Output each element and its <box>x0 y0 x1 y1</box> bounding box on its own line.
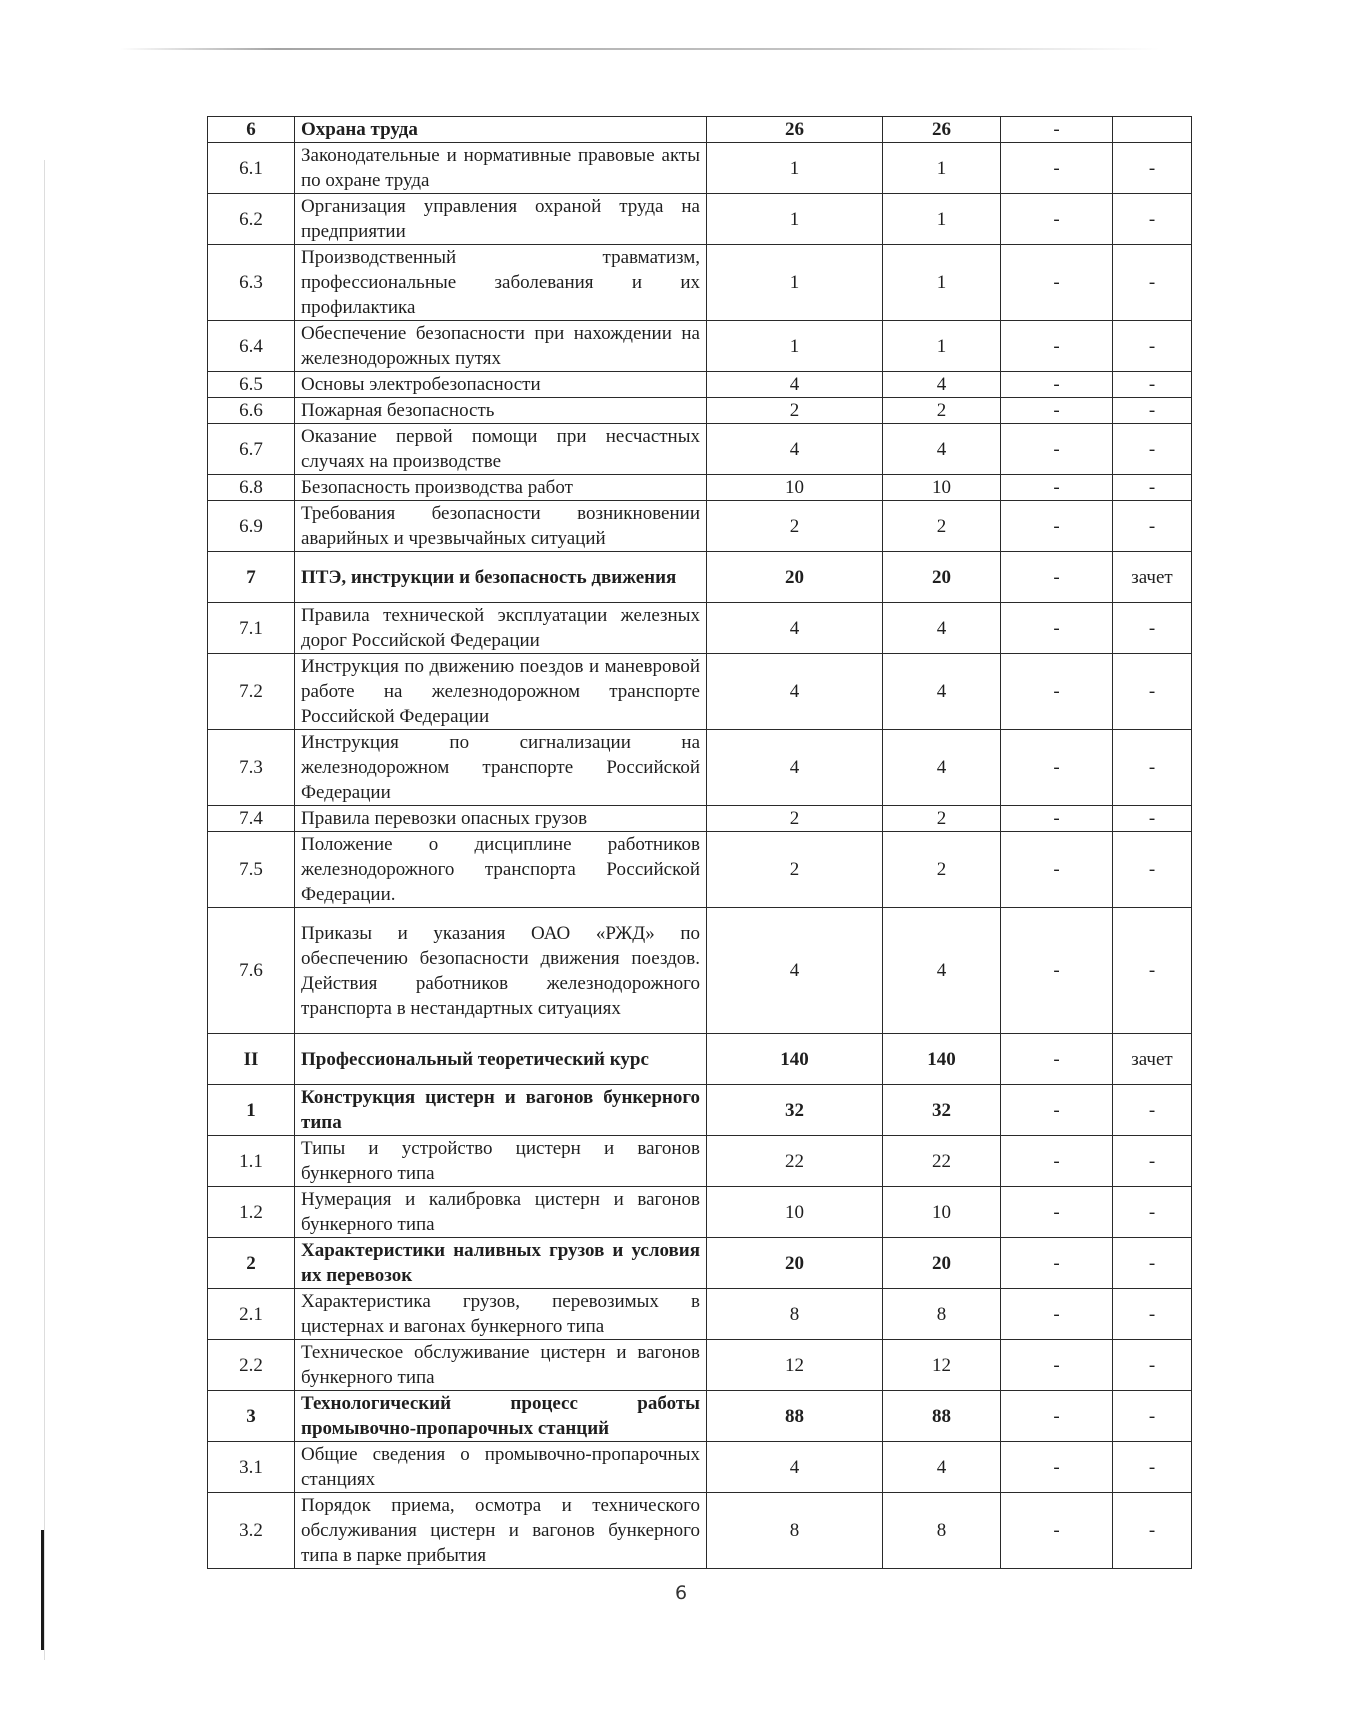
row-hours-theory: 1 <box>883 245 1001 321</box>
row-assessment: - <box>1113 321 1192 372</box>
row-number: 7.4 <box>208 806 295 832</box>
row-title: Правила перевозки опасных грузов <box>295 806 707 832</box>
row-hours-practice: - <box>1001 1187 1113 1238</box>
row-hours-practice: - <box>1001 603 1113 654</box>
row-hours-practice: - <box>1001 475 1113 501</box>
row-number: 6.2 <box>208 194 295 245</box>
row-hours-practice: - <box>1001 372 1113 398</box>
row-title: Положение о дисциплине работников железнодорожного транспорта Российской Федерации. <box>295 832 707 908</box>
row-assessment: - <box>1113 730 1192 806</box>
row-hours-theory: 20 <box>883 1238 1001 1289</box>
row-hours-theory: 26 <box>883 117 1001 143</box>
row-hours-total: 4 <box>707 603 883 654</box>
row-assessment: - <box>1113 424 1192 475</box>
row-number: 6 <box>208 117 295 143</box>
row-assessment: - <box>1113 1187 1192 1238</box>
row-hours-practice: - <box>1001 1493 1113 1569</box>
row-hours-theory: 88 <box>883 1391 1001 1442</box>
row-hours-total: 1 <box>707 245 883 321</box>
row-hours-practice: - <box>1001 398 1113 424</box>
row-hours-practice: - <box>1001 1442 1113 1493</box>
row-title: Организация управления охраной труда на предприятии <box>295 194 707 245</box>
row-number: 6.7 <box>208 424 295 475</box>
row-hours-practice: - <box>1001 1136 1113 1187</box>
row-number: 6.5 <box>208 372 295 398</box>
table-row <box>208 1493 1192 1569</box>
row-hours-practice: - <box>1001 908 1113 1034</box>
row-title: Охрана труда <box>295 117 707 143</box>
row-hours-practice: - <box>1001 552 1113 603</box>
row-number: 6.3 <box>208 245 295 321</box>
row-hours-theory: 10 <box>883 1187 1001 1238</box>
row-number: 3.1 <box>208 1442 295 1493</box>
table-row <box>208 908 1192 1034</box>
row-hours-theory: 2 <box>883 832 1001 908</box>
row-assessment: - <box>1113 908 1192 1034</box>
row-number: 1.1 <box>208 1136 295 1187</box>
row-hours-total: 12 <box>707 1340 883 1391</box>
row-title: Приказы и указания ОАО «РЖД» по обеспечению безопасности движения поездов. Действия работников железнодорожного транспорта в нестандартных ситуациях <box>295 908 707 1034</box>
row-title: Характеристики наливных грузов и условия их перевозок <box>295 1238 707 1289</box>
page-number: 6 <box>674 1582 688 1604</box>
row-hours-practice: - <box>1001 654 1113 730</box>
row-hours-theory: 4 <box>883 654 1001 730</box>
row-number: 6.8 <box>208 475 295 501</box>
row-number: 6.6 <box>208 398 295 424</box>
row-number: 6.9 <box>208 501 295 552</box>
row-assessment: - <box>1113 1442 1192 1493</box>
row-hours-total: 1 <box>707 321 883 372</box>
row-hours-total: 2 <box>707 398 883 424</box>
row-title: Характеристика грузов, перевозимых в цистернах и вагонах бункерного типа <box>295 1289 707 1340</box>
row-number: 1 <box>208 1085 295 1136</box>
row-assessment: - <box>1113 1391 1192 1442</box>
table-row <box>208 1238 1192 1289</box>
row-hours-total: 32 <box>707 1085 883 1136</box>
table-row <box>208 501 1192 552</box>
row-hours-theory: 140 <box>883 1034 1001 1085</box>
row-hours-total: 2 <box>707 806 883 832</box>
row-hours-practice: - <box>1001 245 1113 321</box>
row-title: ПТЭ, инструкции и безопасность движения <box>295 552 707 603</box>
row-hours-total: 4 <box>707 372 883 398</box>
row-title: Техническое обслуживание цистерн и вагонов бункерного типа <box>295 1340 707 1391</box>
row-hours-total: 26 <box>707 117 883 143</box>
table-row <box>208 1136 1192 1187</box>
row-hours-total: 8 <box>707 1289 883 1340</box>
table-row <box>208 245 1192 321</box>
table-row <box>208 603 1192 654</box>
row-assessment: - <box>1113 194 1192 245</box>
row-assessment: зачет <box>1113 1034 1192 1085</box>
row-assessment: зачет <box>1113 552 1192 603</box>
row-hours-practice: - <box>1001 1340 1113 1391</box>
table-row <box>208 1034 1192 1085</box>
row-hours-theory: 20 <box>883 552 1001 603</box>
row-hours-theory: 10 <box>883 475 1001 501</box>
row-assessment: - <box>1113 1085 1192 1136</box>
row-hours-theory: 4 <box>883 908 1001 1034</box>
row-assessment: - <box>1113 398 1192 424</box>
table-row <box>208 475 1192 501</box>
row-title: Законодательные и нормативные правовые акты по охране труда <box>295 143 707 194</box>
table-row <box>208 398 1192 424</box>
table-row <box>208 552 1192 603</box>
row-number: 3.2 <box>208 1493 295 1569</box>
row-hours-theory: 32 <box>883 1085 1001 1136</box>
row-hours-total: 2 <box>707 501 883 552</box>
table-row <box>208 806 1192 832</box>
row-assessment: - <box>1113 475 1192 501</box>
row-hours-total: 8 <box>707 1493 883 1569</box>
row-hours-total: 22 <box>707 1136 883 1187</box>
row-hours-practice: - <box>1001 832 1113 908</box>
row-assessment: - <box>1113 603 1192 654</box>
row-number: 7.2 <box>208 654 295 730</box>
row-number: 3 <box>208 1391 295 1442</box>
row-hours-theory: 4 <box>883 424 1001 475</box>
row-assessment: - <box>1113 501 1192 552</box>
row-hours-practice: - <box>1001 806 1113 832</box>
row-hours-practice: - <box>1001 1238 1113 1289</box>
row-title: Требования безопасности возникновении аварийных и чрезвычайных ситуаций <box>295 501 707 552</box>
row-hours-practice: - <box>1001 117 1113 143</box>
row-hours-total: 1 <box>707 143 883 194</box>
row-title: Порядок приема, осмотра и технического обслуживания цистерн и вагонов бункерного типа в парке прибытия <box>295 1493 707 1569</box>
table-row <box>208 1085 1192 1136</box>
table-row <box>208 1340 1192 1391</box>
row-assessment: - <box>1113 654 1192 730</box>
row-title: Общие сведения о промывочно-пропарочных станциях <box>295 1442 707 1493</box>
row-assessment: - <box>1113 245 1192 321</box>
row-hours-total: 4 <box>707 1442 883 1493</box>
row-assessment: - <box>1113 143 1192 194</box>
table-row <box>208 194 1192 245</box>
row-assessment: - <box>1113 1493 1192 1569</box>
row-hours-theory: 1 <box>883 143 1001 194</box>
row-hours-theory: 8 <box>883 1493 1001 1569</box>
row-title: Оказание первой помощи при несчастных случаях на производстве <box>295 424 707 475</box>
row-title: Пожарная безопасность <box>295 398 707 424</box>
row-hours-theory: 4 <box>883 372 1001 398</box>
row-hours-practice: - <box>1001 1085 1113 1136</box>
row-title: Инструкция по движению поездов и маневровой работе на железнодорожном транспорте Российской Федерации <box>295 654 707 730</box>
row-title: Технологический процесс работы промывочно-пропарочных станций <box>295 1391 707 1442</box>
row-hours-practice: - <box>1001 1034 1113 1085</box>
row-number: 6.4 <box>208 321 295 372</box>
row-hours-theory: 1 <box>883 194 1001 245</box>
table-row <box>208 117 1192 143</box>
row-hours-theory: 4 <box>883 1442 1001 1493</box>
row-assessment: - <box>1113 1289 1192 1340</box>
row-title: Правила технической эксплуатации железных дорог Российской Федерации <box>295 603 707 654</box>
row-hours-practice: - <box>1001 194 1113 245</box>
table-row <box>208 321 1192 372</box>
row-assessment: - <box>1113 372 1192 398</box>
row-number: 2 <box>208 1238 295 1289</box>
row-title: Конструкция цистерн и вагонов бункерного типа <box>295 1085 707 1136</box>
row-hours-theory: 8 <box>883 1289 1001 1340</box>
row-number: 7.5 <box>208 832 295 908</box>
row-title: Безопасность производства работ <box>295 475 707 501</box>
scan-artifact-left-faint <box>44 160 45 1660</box>
row-title: Типы и устройство цистерн и вагонов бункерного типа <box>295 1136 707 1187</box>
row-hours-total: 2 <box>707 832 883 908</box>
row-hours-practice: - <box>1001 501 1113 552</box>
row-hours-theory: 22 <box>883 1136 1001 1187</box>
row-title: Основы электробезопасности <box>295 372 707 398</box>
row-hours-theory: 2 <box>883 806 1001 832</box>
row-number: 2.1 <box>208 1289 295 1340</box>
table-row <box>208 1442 1192 1493</box>
table-row <box>208 143 1192 194</box>
row-number: 6.1 <box>208 143 295 194</box>
table-row <box>208 1187 1192 1238</box>
row-hours-total: 4 <box>707 424 883 475</box>
row-hours-total: 140 <box>707 1034 883 1085</box>
row-number: 7.3 <box>208 730 295 806</box>
row-assessment <box>1113 117 1192 143</box>
curriculum-table-body <box>208 117 1192 1569</box>
row-hours-practice: - <box>1001 424 1113 475</box>
row-number: II <box>208 1034 295 1085</box>
row-number: 2.2 <box>208 1340 295 1391</box>
row-hours-practice: - <box>1001 730 1113 806</box>
row-hours-theory: 4 <box>883 730 1001 806</box>
table-row <box>208 1391 1192 1442</box>
row-title: Инструкция по сигнализации на железнодорожном транспорте Российской Федерации <box>295 730 707 806</box>
row-number: 7.1 <box>208 603 295 654</box>
row-assessment: - <box>1113 832 1192 908</box>
row-number: 7 <box>208 552 295 603</box>
row-hours-theory: 2 <box>883 501 1001 552</box>
row-hours-practice: - <box>1001 1391 1113 1442</box>
row-title: Обеспечение безопасности при нахождении на железнодорожных путях <box>295 321 707 372</box>
row-hours-theory: 1 <box>883 321 1001 372</box>
scan-artifact-top <box>120 48 1160 50</box>
table-row <box>208 730 1192 806</box>
row-hours-total: 4 <box>707 654 883 730</box>
row-hours-theory: 2 <box>883 398 1001 424</box>
row-hours-total: 20 <box>707 552 883 603</box>
row-hours-practice: - <box>1001 143 1113 194</box>
row-hours-practice: - <box>1001 321 1113 372</box>
table-row <box>208 424 1192 475</box>
table-row <box>208 654 1192 730</box>
row-hours-practice: - <box>1001 1289 1113 1340</box>
row-hours-theory: 12 <box>883 1340 1001 1391</box>
row-hours-total: 10 <box>707 475 883 501</box>
row-number: 7.6 <box>208 908 295 1034</box>
row-number: 1.2 <box>208 1187 295 1238</box>
table-row <box>208 372 1192 398</box>
row-hours-total: 4 <box>707 908 883 1034</box>
row-assessment: - <box>1113 1136 1192 1187</box>
row-hours-total: 20 <box>707 1238 883 1289</box>
curriculum-table <box>207 116 1192 1569</box>
row-hours-total: 88 <box>707 1391 883 1442</box>
row-hours-theory: 4 <box>883 603 1001 654</box>
row-hours-total: 10 <box>707 1187 883 1238</box>
row-hours-total: 4 <box>707 730 883 806</box>
row-assessment: - <box>1113 806 1192 832</box>
table-row <box>208 1289 1192 1340</box>
row-assessment: - <box>1113 1238 1192 1289</box>
row-hours-total: 1 <box>707 194 883 245</box>
row-title: Производственный травматизм, профессиональные заболевания и их профилактика <box>295 245 707 321</box>
table-row <box>208 832 1192 908</box>
row-title: Нумерация и калибровка цистерн и вагонов бункерного типа <box>295 1187 707 1238</box>
row-title: Профессиональный теоретический курс <box>295 1034 707 1085</box>
row-assessment: - <box>1113 1340 1192 1391</box>
